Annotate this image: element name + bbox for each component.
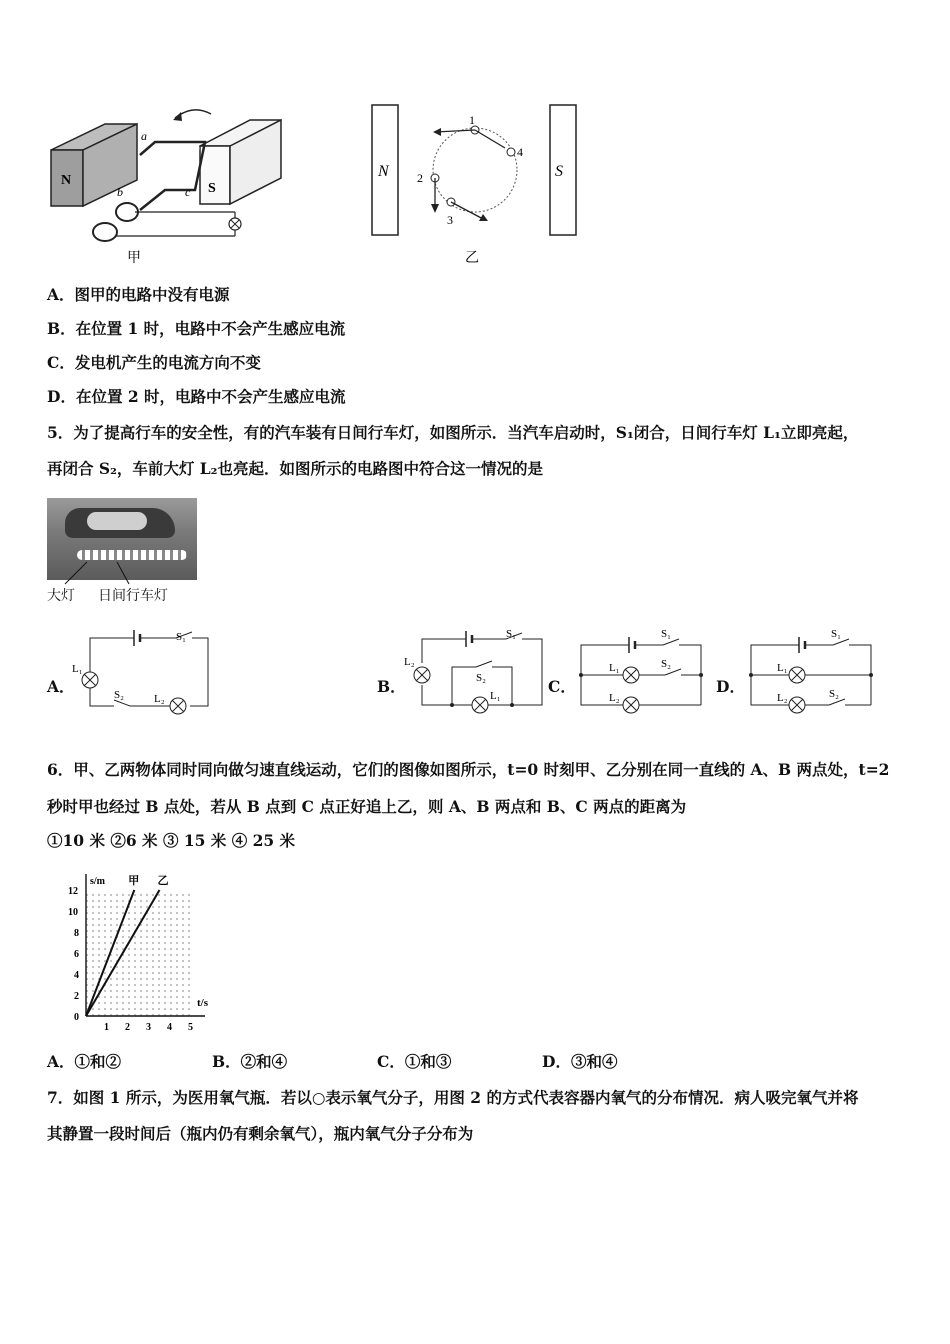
rotation-figure-yi [365,100,585,270]
a-l2: L₂ [154,693,165,705]
y-tick-label: 0 [74,1012,79,1023]
label-c: c [185,185,191,199]
series-name-label: 乙 [157,875,169,887]
q7-stem-line2: 其静置一段时间后（瓶内仍有剩余氧气），瓶内氧气分子分布为 [47,1124,474,1143]
q6-option-c: C．①和③ [377,1052,452,1071]
q6-option-a: A．①和② [47,1052,122,1071]
q6-stem-line1: 6．甲、乙两物体同时同向做匀速直线运动，它们的图像如图所示，t=0 时刻甲、乙分别在同一直线的 A、B 两点处，t=2 [47,760,890,779]
q6-choices: ①10 米 ②6 米 ③ 15 米 ④ 25 米 [47,831,296,850]
b-s1: S₁ [506,628,516,640]
y-tick-label: 4 [74,970,79,981]
q6-stem-line2: 秒时甲也经过 B 点处，若从 B 点到 C 点正好追上乙，则 A、B 两点和 B、C 两点的距离为 [47,797,687,816]
n-pole-label: N [61,173,72,188]
pos-4: 4 [517,145,523,159]
x-tick-label: 4 [167,1022,172,1033]
q4-option-c: C．发电机产生的电流方向不变 [47,353,261,372]
s-pole-label: S [208,181,216,196]
q6-option-d: D．③和④ [542,1052,618,1071]
d-s2: S₂ [829,688,839,700]
generator-figure-jia [45,100,295,270]
label-a: a [141,129,147,143]
c-s1: S₁ [661,628,671,640]
y-tick-label: 12 [68,886,78,897]
x-tick-label: 3 [146,1022,151,1033]
c-l2: L₂ [609,692,620,704]
s-t-graph [60,868,230,1033]
q6-option-b: B．②和④ [212,1052,288,1071]
a-s1: S₁ [176,631,186,643]
b-l1: L₁ [490,690,501,702]
q5-stem-line2: 再闭合 S₂，车前大灯 L₂也亮起．如图所示的电路图中符合这一情况的是 [47,459,543,478]
q5-stem-line1: 5．为了提高行车的安全性，有的汽车装有日间行车灯，如图所示．当汽车启动时，S₁闭合，日间行车灯 L₁立即亮起， [47,423,859,442]
q4-option-a: A．图甲的电路中没有电源 [47,285,230,304]
pos-2: 2 [417,171,423,185]
q5-option-d-letter: D． [716,677,745,696]
d-l1: L₁ [777,662,788,674]
x-tick-label: 5 [188,1022,193,1033]
x-axis-label: t/s [197,997,208,1009]
circuit-c [575,625,710,717]
c-l1: L₁ [609,662,620,674]
x-tick-label: 2 [125,1022,130,1033]
q5-option-c-letter: C． [548,677,576,696]
y-tick-label: 6 [74,949,79,960]
photo-pointer-lines [47,560,197,586]
c-s2: S₂ [661,658,671,670]
circuit-d [745,625,880,717]
circuit-a [68,628,218,718]
headlight-label: 大灯 [47,588,75,604]
y-axis-label: s/m [90,876,105,887]
series-name-label: 甲 [128,875,140,887]
pos-1: 1 [469,113,475,127]
q4-option-d: D．在位置 2 时，电路中不会产生感应电流 [47,387,346,406]
x-tick-label: 1 [104,1022,109,1033]
a-s2: S₂ [114,689,124,701]
caption-yi: 乙 [465,251,479,266]
q5-option-a-letter: A． [47,677,75,696]
y-tick-label: 10 [68,907,78,918]
q4-option-b: B．在位置 1 时，电路中不会产生感应电流 [47,319,346,338]
pos-3: 3 [447,213,453,227]
d-s1: S₁ [831,628,841,640]
circuit-b [400,625,548,717]
y-tick-label: 2 [74,991,79,1002]
s-label: S [555,163,563,180]
b-l2: L₂ [404,656,415,668]
q5-option-b-letter: B． [377,677,406,696]
caption-jia: 甲 [127,251,141,266]
y-tick-label: 8 [74,928,79,939]
n-label: N [378,163,389,180]
daytime-light-label: 日间行车灯 [98,588,168,604]
q7-stem-line1: 7．如图 1 所示，为医用氧气瓶．若以○表示氧气分子，用图 2 的方式代表容器内氧气的分布情况．病人吸完氧气并将 [47,1088,859,1107]
d-l2: L₂ [777,692,788,704]
a-l1: L₁ [72,663,83,675]
b-s2: S₂ [476,672,486,684]
label-b: b [117,185,123,199]
